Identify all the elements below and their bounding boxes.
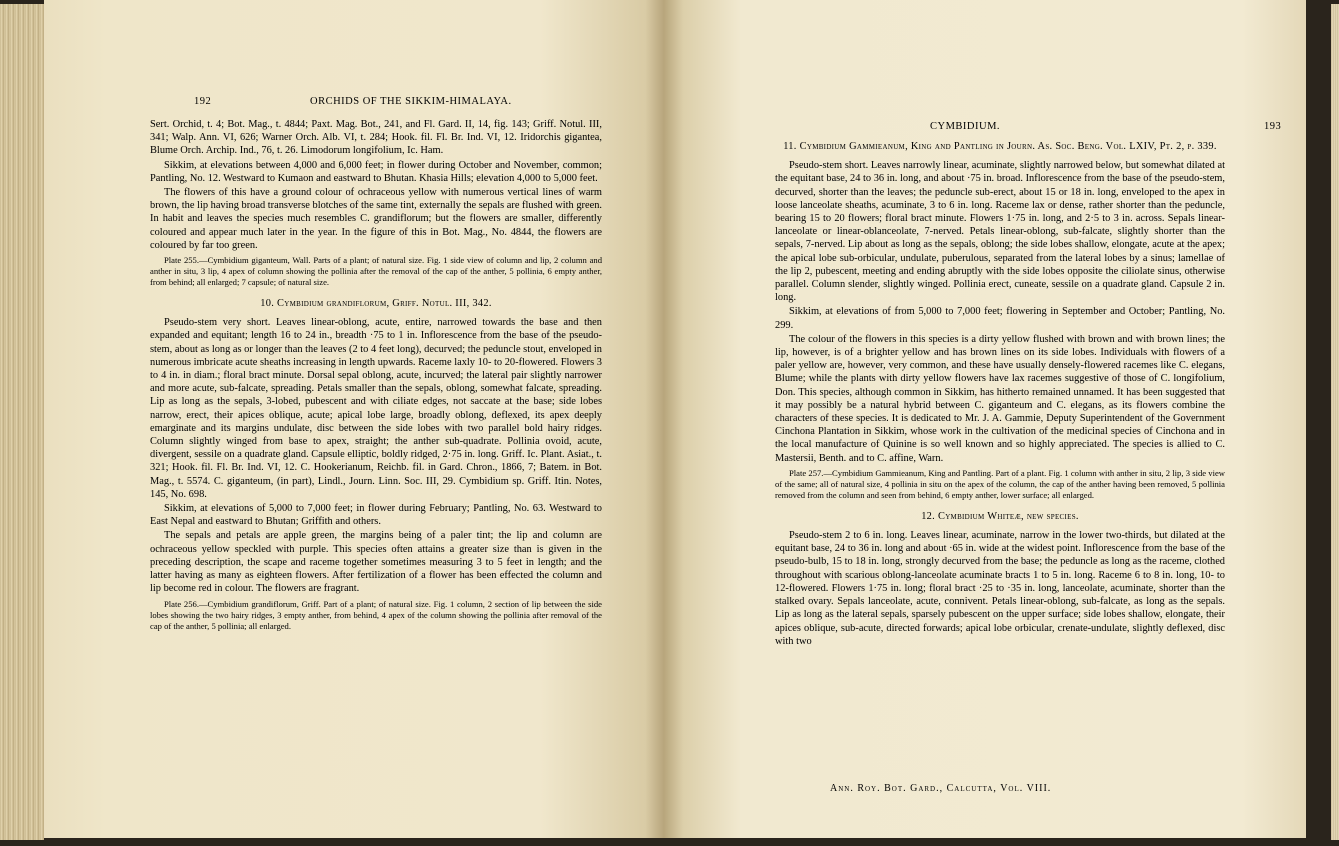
book-edge-right bbox=[1331, 4, 1339, 840]
paragraph: The sepals and petals are apple green, the margins being of a paler tint; the lip and column are ochraceous yellow speckled with purple. This species often attains a greater size than is given in the preceding description, the scape and raceme together sometimes measuring 3 to 5 feet in length; and the latter having as many as eighteen flowers. After fertilization of a flower has been effected the column and lip become red in colour. The flowers are fragrant. bbox=[150, 530, 602, 595]
species-heading: 11. Cymbidium Gammieanum, King and Pantling in Journ. As. Soc. Beng. Vol. LXIV, Pt. 2, p. 339. bbox=[783, 141, 1217, 152]
left-page-text bbox=[150, 118, 602, 633]
species-heading: 10. Cymbidium grandiflorum, Griff. Notul. III, 342. bbox=[260, 298, 492, 310]
paragraph: The colour of the flowers in this species is a dirty yellow flushed with brown and with brown lines; the lip, however, is of a brighter yellow and has brown lines on its side lobes. Individuals with flowers of a paler yellow are, however, very common, and these have usually densely-flowered racemes like C. elegans, Blume; while the plants with dirty yellow flowers have lax racemes suggestive of those of C. longifolium, Don. This species, although common in Sikkim, has hitherto remained unnamed. It has been suggested that it may possibly be a natural hybrid between C. giganteum and C. elegans, as its flowers combine the characters of these species. It is dedicated to Mr. J. A. Gammie, Deputy Superintendent of the Government Cinchona Plantation in Sikkim, whose work in the cultivation of the medicinal species of Cinchona and in the local manufacture of Quinine is so well known and so highly appreciated. The species is allied to C. Mastersii, Benth. and to C. affine, Warn. bbox=[775, 333, 1225, 464]
paragraph: Pseudo-stem very short. Leaves linear-oblong, acute, entire, narrowed towards the base and then expanded and equitant; length 16 to 24 in., breadth ·75 to 1 in. Inflorescence from the base of the pseudo-stem, about as long as or longer than the leaves (2 to 4 feet long), decurved; the peduncle stout, enveloped in numerous imbricate acute sheaths increasing in length upwards. Raceme laxly 10- to 20-flowered. Flowers 3 to 4 in. in diam.; floral bract minute. Dorsal sepal oblong, acute, incurved; the lateral pair slightly narrower and more acute, sub-falcate, spreading. Petals smaller than the sepals, oblong, somewhat falcate, spreading. Lip as long as the sepals, 3-lobed, pubescent and with ciliate edges, not saccate at the base; side lobes narrow, erect, their apices oblique, acute; apical lobe large, broadly oblong, deflexed, its apex deeply emarginate and its margins undulate, disc between the side lobes with two parallel bold hairy ridges. Column slightly winged from base to apex, straight; the anther sub-quadrate. Pollinia ovoid, acute, divergent, sessile on a quadrate gland. Capsule elliptic, boldly ridged, 2·75 in. long. Griff. Ic. Plant. Asiat., t. 321; Hook. fil. Fl. Br. Ind. VI, 12. C. Hookerianum, Reichb. fil. in Gard. Chron., 1866, 7; Batem. in Bot. Mag., t. 5574. C. giganteum, (in part), Lindl., Journ. Linn. Soc. III, 29. Cymbidium sp. Griff. Itin. Notes, 145, No. 698. bbox=[150, 317, 602, 500]
paragraph: Sikkim, at elevations of 5,000 to 7,000 feet; in flower during February; Pantling, No. 63. Westward to East Nepal and eastward to Bhutan; Griffith and others. bbox=[150, 503, 602, 528]
plate-caption: Plate 257.—Cymbidium Gammieanum, King and Pantling. Part of a plant. Fig. 1 column with anther in situ, 2 lip, 3 side view of the same; all of natural size, 4 pollinia in situ on the apex of the column, the cap of the anther having been removed, 5 pollinia removed from the column and seen from behind, 6 empty anther, lower surface; all enlarged. bbox=[775, 467, 1225, 500]
page-number-left: 192 bbox=[194, 96, 212, 107]
paragraph: Pseudo-stem short. Leaves narrowly linear, acuminate, slightly narrowed below, but somewhat dilated at the equitant base, 24 to 36 in. long, and about ·75 in. broad. Inflorescence from the base of the pseudo-stem, decurved, shorter than the leaves; the peduncle sub-erect, about 15 or 18 in. long, enveloped to the apex in loose lanceolate sheaths, acuminate, 3 to 6 in. long. Raceme lax or dense, rather shorter than the peduncle, bearing 15 to 20 flowers; floral bract minute. Flowers 1·75 in. long, and 2·5 to 3 in. across. Sepals linear-lanceolate or linear-oblanceolate, 7-nerved. Petals linear-oblong, sub-falcate, slightly shorter than the sepals, 7-nerved. Lip about as long as the sepals, oblong; the side lobes shallow, elongate, acute at the apex; the apical lobe sub-orbicular, undulate, puberulous, separated from the lateral lobes by a sinus; lamellae of the lip 2, pubescent, meeting and ending abruptly with the side lobes opposite the ciliolate sinus, otherwise parallel. Column slender, slightly winged. Pollinia erect, cuneate, sessile on a quadrate gland. Capsule 2 in. long. bbox=[775, 160, 1225, 304]
page-footer: Ann. Roy. Bot. Gard., Calcutta, Vol. VIII. bbox=[830, 783, 1052, 794]
paragraph: Sert. Orchid, t. 4; Bot. Mag., t. 4844; Paxt. Mag. Bot., 241, and Fl. Gard. II, 14, fig. 143; Griff. Notul. III, 341; Walp. Ann. VI, 626; Warner Orch. Alb. VI, t. 284; Hook. fil. Fl. Br. Ind. VI, 12. Iridorchis gigantea, Blume Orch. Archip. Ind., 76, t. 26. Limodorum longifolium, Ic. Ham. bbox=[150, 119, 602, 157]
page-number-right: 193 bbox=[1264, 121, 1282, 132]
running-head-left: ORCHIDS OF THE SIKKIM-HIMALAYA. bbox=[310, 96, 512, 107]
right-page-text bbox=[775, 140, 1225, 649]
plate-caption: Plate 256.—Cymbidium grandiflorum, Griff. Part of a plant; of natural size. Fig. 1 column, 2 section of lip between the side lobes showing the two hairy ridges, 3 empty anther, from behind, 4 apex of the column showing the pollinia after removal of the cap of the anther, 5 pollinia; all enlarged. bbox=[150, 598, 602, 631]
paragraph: Sikkim, at elevations between 4,000 and 6,000 feet; in flower during October and November, common; Pantling, No. 12. Westward to Kumaon and eastward to Bhutan. Khasia Hills; elevation 4,000 to 5,000 feet. bbox=[150, 159, 602, 184]
plate-caption: Plate 255.—Cymbidium giganteum, Wall. Parts of a plant; of natural size. Fig. 1 side view of column and lip, 2 column and anther in situ, 3 lip, 4 apex of column showing the pollinia after the removal of the cap of the anther, 5 pollinia, 6 empty anther, from behind; all enlarged; 7 capsule; of natural size. bbox=[150, 255, 602, 288]
species-heading: 12. Cymbidium Whiteæ, new species. bbox=[921, 510, 1079, 522]
paragraph: Pseudo-stem 2 to 6 in. long. Leaves linear, acuminate, narrow in the lower two-thirds, but dilated at the equitant base, 24 to 36 in. long and about ·65 in. wide at the widest point. Inflorescence from the base of the pseudo-bulb, 15 to 18 in. long, strongly decurved from the base; the peduncle as long as the raceme, clothed throughout with scarious oblong-lanceolate acuminate bracts 1 to 5 in. long. Raceme 6 to 8 in. long, 10- to 12-flowered. Flowers 1·75 in. long; floral bract ·25 to ·35 in. long, lanceolate, acuminate, shorter than the stalked ovary. Sepals lanceolate, acute, connivent. Petals linear-oblong, sub-falcate, as long as the sepals. Lip as long as the lateral sepals, sparsely pubescent on the upper surface; side lobes shallow, elongate, their apices oblique, sub-acute, directed forwards; apical lobe orbicular, crenate-undulate, slightly deflexed, disc with two bbox=[775, 530, 1225, 647]
book-edge-left bbox=[0, 4, 44, 840]
running-head-right: CYMBIDIUM. bbox=[930, 121, 1001, 132]
paragraph: The flowers of this have a ground colour of ochraceous yellow with numerous vertical lines of warm brown, the lip having broad transverse blotches of the same tint, externally the sepals are flushed with green. In habit and leaves the species much resembles C. grandiflorum; but the flowers are smaller, differently coloured and appear much later in the year. In the figure of this in Bot. Mag., No. 4844, the flowers are coloured by far too green. bbox=[150, 187, 602, 251]
paragraph: Sikkim, at elevations of from 5,000 to 7,000 feet; flowering in September and October; Pantling, No. 299. bbox=[775, 306, 1225, 331]
